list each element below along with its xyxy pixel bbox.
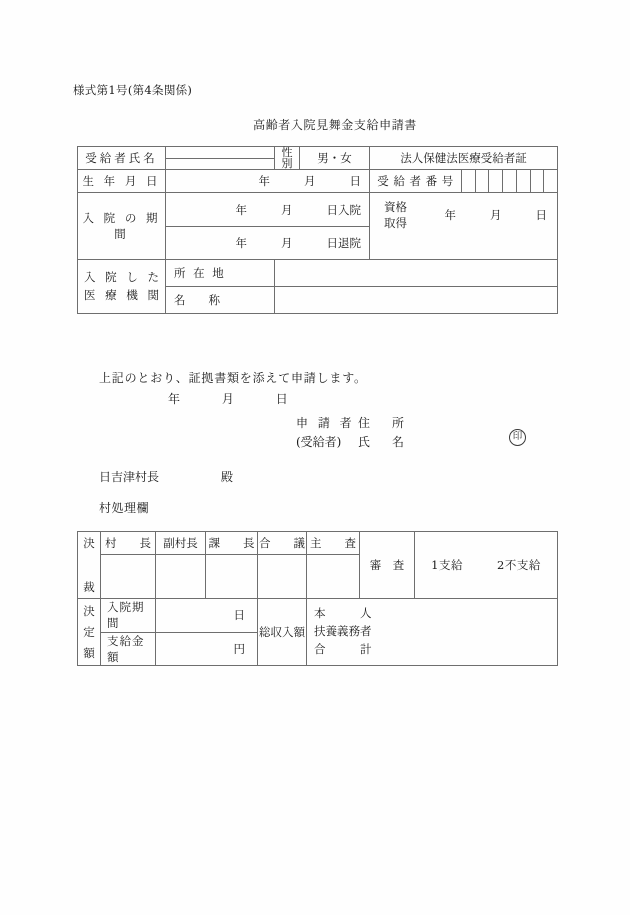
approval-column-village-head: 村 長 [101,532,156,555]
review-label: 審 査 [360,532,415,599]
statement-date-year: 年 [168,392,181,406]
income-row-self: 本 人 [314,606,372,621]
decided-amount-label-char-2: 定 [83,624,95,639]
recipient-number-box[interactable] [530,170,544,192]
certificate-label: 法人保健法医療受給者証 [370,147,558,170]
approval-column-deputy-head: 副村長 [156,532,206,555]
hospital-address-value[interactable] [275,260,558,287]
statement-date-month: 月 [221,392,234,406]
recipient-number-box[interactable] [502,170,516,192]
admission-day-unit: 日入院 [326,202,361,217]
hospital-label-line-2: 医 療 機 関 [84,287,162,302]
statement-date[interactable] [168,390,288,407]
approval-stamp-deputy-head[interactable] [156,555,206,599]
decided-amount-label-char-3: 額 [83,645,95,660]
decided-amount-vertical-label [78,599,101,666]
decided-amount-label-char-1: 決 [83,604,95,619]
decided-amount-row [78,599,558,666]
approval-stamp-inspector[interactable] [307,555,360,599]
recipient-name-field[interactable] [166,147,275,170]
birthdate-month-unit: 月 [304,174,316,189]
qualification-day-unit: 日 [535,208,547,223]
birthdate-label: 生 年 月 日 [78,170,166,193]
birthdate-day-unit: 日 [349,174,361,189]
page-title-text: 高齢者入院見舞金支給申請書 [253,118,417,132]
payment-amount-value[interactable] [156,633,257,666]
addressee-line [99,468,233,485]
qualification-month-unit: 月 [490,208,502,223]
village-processing-table [77,531,558,666]
gender-label [275,147,300,170]
hospitalization-period-label: 入 院 の 期 間 [78,193,166,260]
admission-date-row[interactable] [166,193,369,227]
discharge-month-unit: 月 [281,236,293,251]
payment-amount-label: 支給金額 [101,633,156,666]
applicant-signature-block [296,413,409,451]
applicant-address-row[interactable] [296,413,409,432]
table-row-name [78,147,558,170]
hospital-days-row [101,599,257,633]
seal-icon: 印 [509,429,526,446]
admission-year-unit: 年 [235,202,247,217]
admission-month-unit: 月 [281,202,293,217]
recipient-number-box[interactable] [543,170,557,192]
decision-options[interactable] [415,532,558,599]
form-number: 様式第1号(第4条関係) [73,83,193,97]
approval-label-char-1: 決 [83,536,95,550]
processing-section-label: 村処理欄 [99,501,150,515]
decision-option-pay[interactable]: 1支給 [431,558,463,572]
hospital-days-label: 入院期間 [101,599,156,632]
hospital-days-unit: 日 [233,608,245,623]
payment-amount-row [101,633,257,666]
applicant-address-label: 住 所 [358,416,410,430]
approval-stamp-village-head[interactable] [101,555,156,599]
qualification-acquisition-field[interactable] [370,193,558,260]
hospital-label [78,260,166,314]
applicant-name-row[interactable] [296,432,409,451]
recipient-number-box[interactable] [488,170,502,192]
income-row-total: 合 計 [314,641,372,656]
hospitalization-period-field[interactable] [166,193,370,260]
approval-header-row [78,532,558,555]
decision-option-no-pay[interactable]: 2不支給 [497,558,541,572]
total-income-label: 総収入額 [258,599,307,666]
gender-label-char-1: 性 [281,146,293,159]
recipient-number-box[interactable] [462,170,475,192]
table-row-hospital-address [78,260,558,287]
applicant-name-label: 氏 名 [358,435,410,449]
recipient-number-box[interactable] [516,170,530,192]
recipient-number-box[interactable] [475,170,489,192]
approval-stamp-section-chief[interactable] [206,555,258,599]
birthdate-field[interactable] [166,170,370,193]
approval-stamp-conference[interactable] [258,555,307,599]
approval-column-inspector: 主 査 [307,532,360,555]
qualification-year-unit: 年 [444,208,456,223]
approval-column-conference: 合 議 [258,532,307,555]
discharge-year-unit: 年 [235,236,247,251]
discharge-day-unit: 日退院 [326,236,361,251]
gender-label-char-2: 別 [281,157,293,171]
gender-options[interactable]: 男・女 [300,147,370,170]
hospital-name-value[interactable] [275,287,558,314]
approval-vertical-label [78,532,101,599]
addressee-name: 日吉津村長 [99,470,160,484]
hospital-days-value[interactable] [156,599,257,632]
approval-column-section-chief: 課 長 [206,532,258,555]
hospital-address-label: 所 在 地 [166,260,275,287]
recipient-name-label: 受給者氏名 [78,147,166,170]
addressee-honorific: 殿 [220,470,233,484]
table-row-hospitalization-period [78,193,558,260]
discharge-date-row[interactable] [166,227,369,260]
hospital-label-line-1: 入 院 し た [84,270,162,285]
hospital-name-label: 名 称 [166,287,275,314]
income-row-dependent: 扶養義務者 [314,624,372,639]
payment-amount-unit: 円 [233,641,245,656]
furigana-divider [166,158,274,159]
birthdate-year-unit: 年 [258,174,270,189]
recipient-key-label: (受給者) [296,435,342,449]
applicant-key-label: 申 請 者 [296,416,355,430]
decided-amount-fields [101,599,258,666]
table-row-birthdate [78,170,558,193]
applicant-info-table [77,146,558,314]
total-income-breakdown[interactable] [307,599,558,666]
approval-label-char-2: 裁 [83,580,95,594]
statement-date-day: 日 [275,392,288,406]
qualification-label: 資格取得 [384,200,407,231]
page-title [0,116,630,133]
recipient-number-label: 受 給 者 番 号 [370,170,462,193]
recipient-number-boxes[interactable] [462,170,558,193]
statement-text: 上記のとおり、証拠書類を添えて申請します。 [99,371,367,385]
